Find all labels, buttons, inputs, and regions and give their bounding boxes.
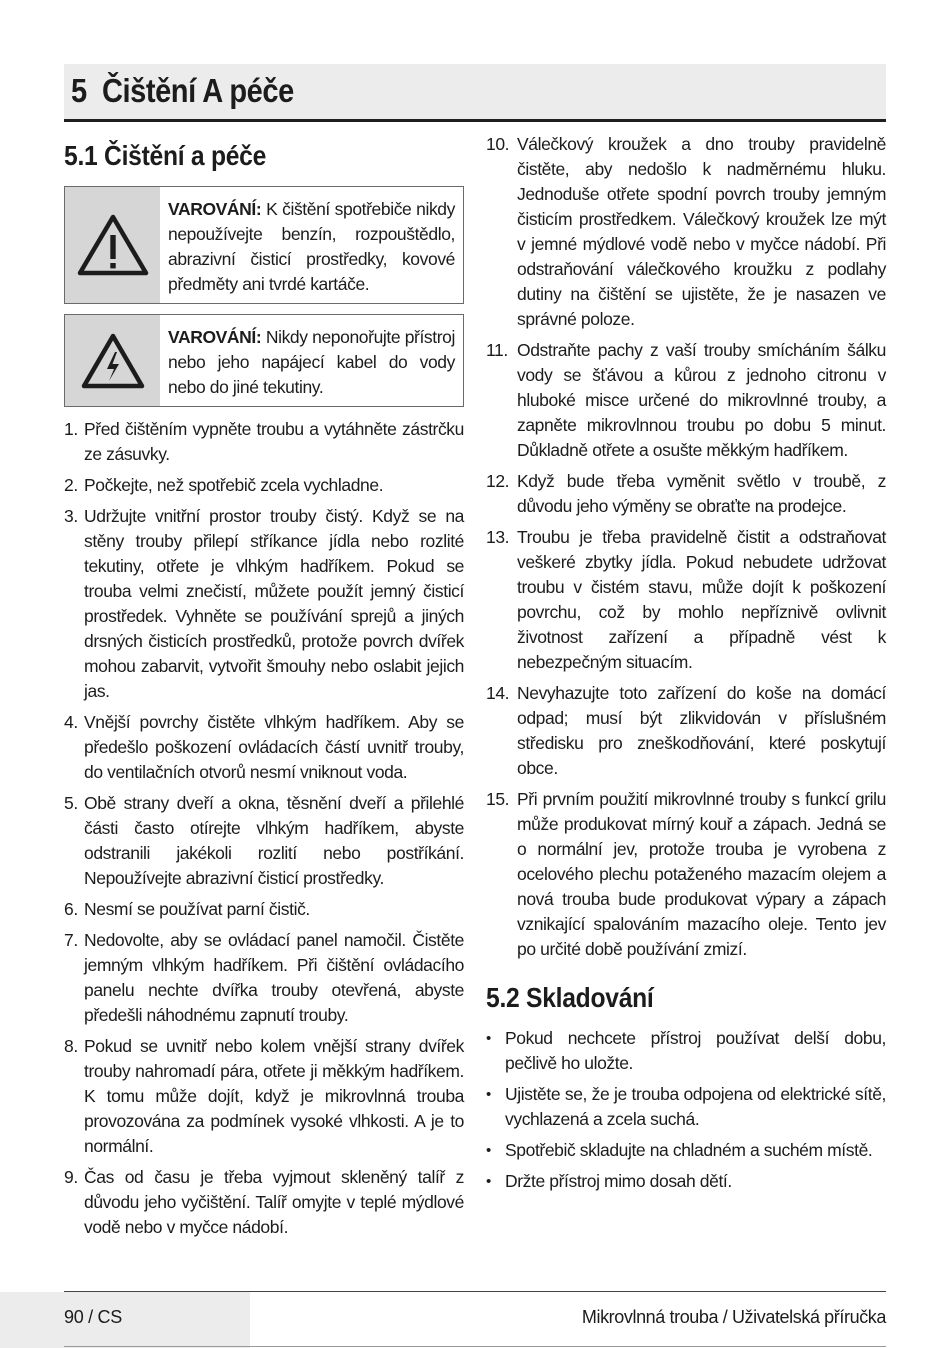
item-text: Nevyhazujte toto zařízení do koše na domácí odpad; musí být zlikvidován v příslušném středisku pro zneškodňování, které poskytují obce. (517, 683, 886, 778)
item-text: Spotřebič skladujte na chladném a suchém místě. (505, 1140, 873, 1160)
warning-label: VAROVÁNÍ: (168, 327, 262, 347)
item-text: Troubu je třeba pravidelně čistit a odstraňovat veškeré zbytky jídla. Pokud nebudete udržovat troubu v čistém stavu, může dojít k poškození povrchu, což by mohlo nepříznivě ovlivnit životnost zařízení a případně vést k nebezpečným situacím. (517, 527, 886, 672)
item-number: 11. (486, 340, 508, 360)
item-text: Odstraňte pachy z vaší trouby smícháním šálku vody se šťávou a kůrou z jednoho citronu v hluboké misce určené do mikrovlnné trouby, a zapněte mikrovlnnou troubu po dobu 5 minut. Důkladně otřete a osušte měkkým hadříkem. (517, 340, 886, 460)
item-number: 12. (486, 471, 510, 491)
cleaning-steps-list-continued (486, 132, 886, 962)
item-text: Když bude třeba vyměnit světlo v troubě, z důvodu jeho výměny se obraťte na prodejce. (517, 471, 886, 516)
list-item (64, 928, 464, 1028)
list-item (486, 469, 886, 519)
item-text: Pokud se uvnitř nebo kolem vnější strany dvířek trouby nahromadí pára, otřete ji měkkým hadříkem. K tomu může dojít, když je mikrovlnná trouba provozována za podmínek vysoké vlhkosti. A je to normální. (84, 1036, 464, 1156)
list-item (64, 504, 464, 704)
item-number: 4. (64, 712, 78, 732)
warning-text (160, 315, 463, 406)
storage-list (486, 1026, 886, 1194)
list-item (64, 897, 464, 922)
warning-text (160, 187, 463, 303)
item-text: Počkejte, než spotřebič zcela vychladne. (84, 475, 384, 495)
item-text: Ujistěte se, že je trouba odpojena od elektrické sítě, vychlazená a zcela suchá. (505, 1084, 886, 1129)
item-number: 10. (486, 134, 510, 154)
item-number: 6. (64, 899, 78, 919)
page-number: 90 / CS (64, 1307, 122, 1327)
cleaning-steps-list (64, 417, 464, 1240)
bullet: • (486, 1086, 491, 1103)
electric-shock-warning-icon (65, 315, 160, 406)
item-text: Pokud nechcete přístroj používat delší dobu, pečlivě ho uložte. (505, 1028, 886, 1073)
left-column (64, 132, 464, 1246)
item-text: Čas od času je třeba vyjmout skleněný talíř z důvodu jeho vyčištění. Talíř omyjte v teplé mýdlové vodě nebo v myčce nádobí. (84, 1167, 464, 1237)
footer-page-box (0, 1292, 250, 1348)
section-title: 5.1 Čištění a péče (64, 140, 267, 171)
warning-body: K čištění spotřebiče nikdy nepoužívejte benzín, rozpouštědlo, abrazivní čisticí prostředky, kovové předměty ani tvrdé kartáče. (168, 199, 455, 294)
item-number: 5. (64, 793, 78, 813)
item-text: Válečkový kroužek a dno trouby pravidelně čistěte, aby nedošlo k nadměrnému hluku. Jednoduše otřete spodní povrch trouby jemným čisticím prostředkem. Válečkový kroužek lze mýt v jemné mýdlové vodě nebo v myčce nádobí. Při odstraňování válečkového kroužku z podlahy dutiny na čištění se ujistěte, že je nasazen ve správné poloze. (517, 134, 886, 329)
warning-box (64, 186, 464, 304)
right-column (486, 132, 886, 1200)
list-item (486, 132, 886, 332)
item-number: 14. (486, 683, 510, 703)
list-item (486, 787, 886, 962)
chapter-name: Čištění A péče (101, 72, 294, 109)
item-text: Udržujte vnitřní prostor trouby čistý. Když se na stěny trouby přilepí stříkance jídla nebo rozlité tekutiny, otřete je vlhkým hadříkem. Pokud se trouba velmi znečistí, můžete použít jemný čisticí prostředek. Vyhněte se používání sprejů a jiných drsných čisticích prostředků, protože povrch dvířek mohou zabarvit, vytvořit šmouhy nebo oslabit jejich jas. (84, 506, 464, 701)
list-item (486, 338, 886, 463)
list-item (64, 417, 464, 467)
list-item (64, 1034, 464, 1159)
document-title: Mikrovlnná trouba / Uživatelská příručka (581, 1307, 886, 1327)
section-title: 5.2 Skladování (486, 982, 654, 1013)
item-number: 2. (64, 475, 78, 495)
item-text: Nedovolte, aby se ovládací panel namočil. Čistěte jemným vlhkým hadříkem. Při čištění ovládacího panelu nechte dvířka trouby otevřená, abyste předešli náhodnému zapnutí trouby. (84, 930, 464, 1025)
item-text: Obě strany dveří a okna, těsnění dveří a přilehlé části často otírejte vlhkým hadříkem, abyste odstranili jakékoli rozlití nebo postříkání. Nepoužívejte abrazivní čisticí prostředky. (84, 793, 464, 888)
item-text: Před čištěním vypněte troubu a vytáhněte zástrčku ze zásuvky. (84, 419, 464, 464)
chapter-header (64, 64, 886, 122)
item-number: 9. (64, 1167, 78, 1187)
footer-bottom-rule (64, 1346, 886, 1347)
item-text: Při prvním použití mikrovlnné trouby s funkcí grilu může produkovat mírný kouř a zápach. Jedná se o normální jev, protože trouba je vyrobena z ocelového plechu potaženého mazacím olejem a nová trouba bude produkovat výpary a zápach vznikající spalováním mazacího oleje. Tento jev po určité době používání zmizí. (517, 789, 886, 959)
item-number: 15. (486, 789, 510, 809)
item-number: 13. (486, 527, 510, 547)
bullet: • (486, 1142, 491, 1159)
warning-body: Nikdy neponořujte přístroj nebo jeho napájecí kabel do vody nebo do jiné tekutiny. (168, 327, 455, 397)
chapter-number: 5 (71, 72, 87, 109)
list-item (64, 473, 464, 498)
warning-box (64, 314, 464, 407)
item-number: 8. (64, 1036, 78, 1056)
list-item (486, 1169, 886, 1194)
list-item (486, 1026, 886, 1076)
item-number: 7. (64, 930, 78, 950)
list-item (64, 791, 464, 891)
list-item (64, 1165, 464, 1240)
list-item (486, 525, 886, 675)
bullet: • (486, 1173, 491, 1190)
item-text: Nesmí se používat parní čistič. (84, 899, 310, 919)
item-number: 1. (64, 419, 78, 439)
chapter-title (71, 72, 294, 110)
warning-label: VAROVÁNÍ: (168, 199, 262, 219)
list-item (486, 1138, 886, 1163)
list-item (486, 1082, 886, 1132)
exclamation-warning-icon (65, 187, 160, 303)
bullet: • (486, 1030, 491, 1047)
list-item (64, 710, 464, 785)
item-text: Vnější povrchy čistěte vlhkým hadříkem. Aby se předešlo poškození ovládacích částí uvnitř trouby, do ventilačních otvorů nesmí vniknout voda. (84, 712, 464, 782)
item-text: Držte přístroj mimo dosah dětí. (505, 1171, 732, 1191)
list-item (486, 681, 886, 781)
item-number: 3. (64, 506, 78, 526)
